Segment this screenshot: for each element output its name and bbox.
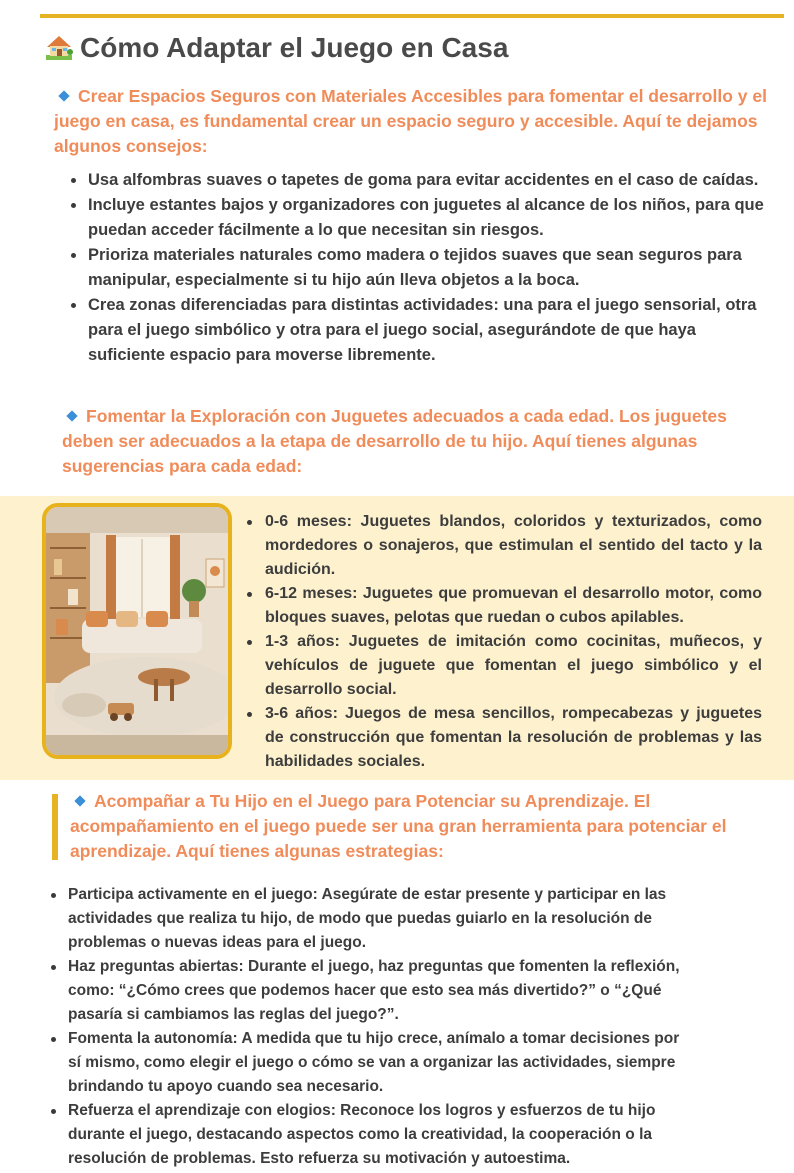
section-accent-bar xyxy=(52,794,58,860)
safe-spaces-list xyxy=(68,168,768,368)
list-item: 6-12 meses: Juguetes que promuevan el desarrollo motor, como bloques suaves, pelotas que ruedan o cubos apilables. xyxy=(244,582,762,630)
toys-by-age-list xyxy=(244,510,762,774)
list-item: 1-3 años: Juguetes de imitación como cocinitas, muñecos, y vehículos de juguete que fomentan el juego simbólico y el desarrollo social. xyxy=(244,630,762,702)
list-item: Participa activamente en el juego: Asegúrate de estar presente y participar en las actividades que realiza tu hijo, de modo que puedas guiarlo en la resolución de problemas o nuevas ideas para el juego. xyxy=(48,883,688,955)
playroom-illustration xyxy=(46,507,228,755)
list-item: Haz preguntas abiertas: Durante el juego, haz preguntas que fomenten la reflexión, como: “¿Cómo crees que podemos hacer que esto sea más divertido?” o “¿Qué pasaría si cambiamos las reglas del juego?”. xyxy=(48,955,688,1027)
section-heading-text: Acompañar a Tu Hijo en el Juego para Potenciar su Aprendizaje. El acompañamiento en el juego puede ser una gran herramienta para potenciar el aprendizaje. Aquí tienes algunas estrategias: xyxy=(70,791,727,861)
list-item: Usa alfombras suaves o tapetes de goma para evitar accidentes en el caso de caídas. xyxy=(68,168,768,193)
list-item: Incluye estantes bajos y organizadores con juguetes al alcance de los niños, para que puedan acceder fácilmente a lo que necesitan sin riesgos. xyxy=(68,193,768,243)
blue-diamond-icon xyxy=(58,91,69,102)
list-item: Refuerza el aprendizaje con elogios: Reconoce los logros y esfuerzos de tu hijo durante el juego, destacando aspectos como la creatividad, la cooperación o la resolución de problemas. Esto refuerza su motivación y autoestima. xyxy=(48,1099,688,1171)
section-heading-accompany-child xyxy=(70,789,770,864)
list-item: Fomenta la autonomía: A medida que tu hijo crece, anímalo a tomar decisiones por sí mismo, como elegir el juego o cómo se van a organizar las actividades, siempre brindando tu apoyo cuando sea necesario. xyxy=(48,1027,688,1099)
page-title xyxy=(44,30,784,66)
list-item: Crea zonas diferenciadas para distintas actividades: una para el juego sensorial, otra para el juego simbólico y otra para el juego social, asegurándote de que haya suficiente espacio para moverse libremente. xyxy=(68,293,768,368)
blue-diamond-icon xyxy=(66,411,77,422)
section-heading-toys-by-age xyxy=(62,404,762,479)
top-accent-rule xyxy=(40,14,784,18)
section-heading-safe-spaces xyxy=(54,84,769,159)
playroom-photo xyxy=(42,503,232,759)
section-heading-text: Fomentar la Exploración con Juguetes adecuados a cada edad. Los juguetes deben ser adecuados a la etapa de desarrollo de tu hijo. Aquí tienes algunas sugerencias para cada edad: xyxy=(62,406,727,476)
blue-diamond-icon xyxy=(74,796,85,807)
house-with-garden-icon xyxy=(44,33,74,61)
page-title-text: Cómo Adaptar el Juego en Casa xyxy=(80,32,509,63)
list-item: Prioriza materiales naturales como madera o tejidos suaves que sean seguros para manipular, especialmente si tu hijo aún lleva objetos a la boca. xyxy=(68,243,768,293)
section-heading-text: Crear Espacios Seguros con Materiales Accesibles para fomentar el desarrollo y el juego en casa, es fundamental crear un espacio seguro y accesible. Aquí te dejamos algunos consejos: xyxy=(54,86,767,156)
list-item: 0-6 meses: Juguetes blandos, coloridos y texturizados, como mordedores o sonajeros, que estimulan el sentido del tacto y la audición. xyxy=(244,510,762,582)
strategies-list xyxy=(48,883,688,1171)
list-item: 3-6 años: Juegos de mesa sencillos, rompecabezas y juguetes de construcción que fomentan la resolución de problemas y las habilidades sociales. xyxy=(244,702,762,774)
